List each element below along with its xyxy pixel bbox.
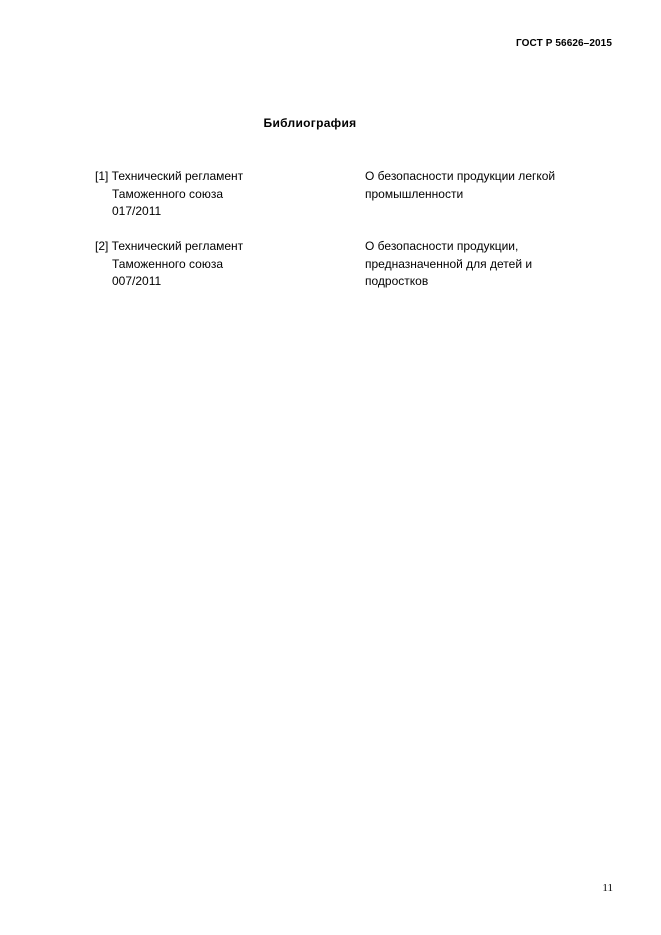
document-code: ГОСТ Р 56626–2015 — [516, 38, 612, 49]
bibliography-reference — [95, 238, 355, 291]
title-line: предназначенной для детей и — [365, 256, 533, 271]
section-title: Библиография — [263, 116, 357, 130]
bibliography-entry-2 — [95, 238, 615, 308]
bibliography-title — [365, 238, 605, 291]
reference-line: Таможенного союза — [112, 256, 223, 271]
reference-line: Таможенного союза — [112, 186, 223, 201]
bibliography-list — [95, 168, 615, 308]
bibliography-title — [365, 168, 605, 203]
page-number: 11 — [602, 882, 613, 894]
reference-line: [2] Технический регламент — [95, 239, 244, 253]
title-line: О безопасности продукции, — [365, 239, 519, 253]
title-line: О безопасности продукции легкой — [365, 169, 556, 183]
title-line: подростков — [365, 274, 429, 288]
title-line: промышленности — [365, 186, 464, 201]
bibliography-entry-1 — [95, 168, 615, 238]
reference-number: 017/2011 — [112, 204, 162, 218]
reference-line: [1] Технический регламент — [95, 169, 244, 183]
bibliography-reference — [95, 168, 355, 221]
reference-number: 007/2011 — [112, 274, 162, 288]
